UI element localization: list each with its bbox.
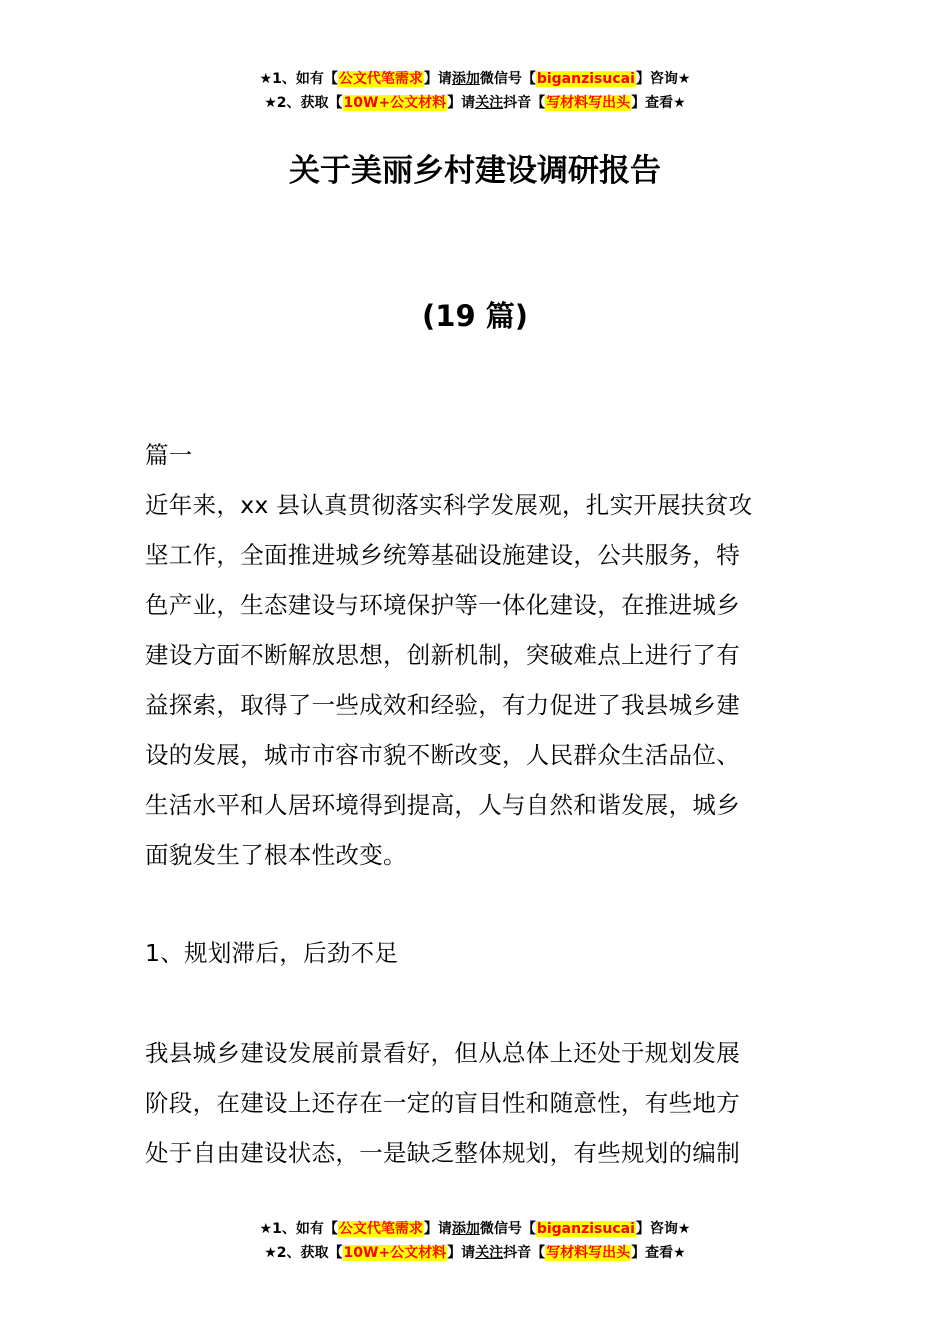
paragraph-line: 设的发展，城市市容市貌不断改变，人民群众生活品位、 [145, 741, 740, 769]
paragraph-line: 益探索，取得了一些成效和经验，有力促进了我县城乡建 [145, 691, 740, 719]
promo-text: ★1、如有【 [259, 1221, 338, 1237]
promo-highlight: 公文代笔需求 [338, 71, 423, 87]
promo-line-1 [0, 1217, 950, 1241]
promo-text: 】咨询★ [635, 1221, 691, 1237]
promo-highlight: 公文代笔需求 [338, 1221, 423, 1237]
paragraph-line: 生活水平和人居环境得到提高，人与自然和谐发展，城乡 [145, 791, 740, 819]
promo-text: 微信号【 [479, 1221, 536, 1237]
paragraph-line: 建设方面不断解放思想，创新机制，突破难点上进行了有 [145, 641, 740, 669]
promo-text: 】查看★ [631, 1245, 686, 1261]
promo-highlight: 10W+公文材料 [343, 95, 447, 111]
paragraph-line: 色产业，生态建设与环境保护等一体化建设，在推进城乡 [145, 591, 740, 619]
section-label: 篇一 [145, 441, 193, 469]
promo-underlined: 关注 [475, 1245, 504, 1261]
promo-text: ★1、如有【 [259, 71, 338, 87]
promo-footer-bottom [0, 1217, 950, 1265]
promo-header-top [0, 67, 950, 115]
paragraph-1 [145, 480, 810, 880]
promo-text: ★2、获取【 [264, 95, 343, 111]
promo-text: 】请 [447, 1245, 476, 1261]
heading-1-wrap [145, 928, 810, 978]
paragraph-line: 阶段，在建设上还存在一定的盲目性和随意性，有些地方 [145, 1089, 740, 1117]
promo-line-1 [0, 67, 950, 91]
promo-line-2 [0, 91, 950, 115]
promo-douyin-id: 写材料写出头 [546, 1245, 631, 1261]
promo-underlined: 添加 [451, 1221, 480, 1237]
paragraph-line: 坚工作，全面推进城乡统筹基础设施建设，公共服务，特 [145, 541, 740, 569]
paragraph-line: 我县城乡建设发展前景看好，但从总体上还处于规划发展 [145, 1039, 740, 1067]
promo-wechat-id: biganzisucai [536, 1221, 635, 1237]
promo-wechat-id: biganzisucai [536, 71, 635, 87]
promo-underlined: 关注 [475, 95, 504, 111]
promo-line-2 [0, 1241, 950, 1265]
promo-text: 】咨询★ [635, 71, 691, 87]
promo-highlight: 10W+公文材料 [343, 1245, 447, 1261]
promo-text: 】请 [423, 71, 452, 87]
paragraph-line: 近年来，xx 县认真贯彻落实科学发展观，扎实开展扶贫攻 [145, 491, 753, 519]
promo-text: 微信号【 [479, 71, 536, 87]
document-title: 关于美丽乡村建设调研报告 [289, 153, 661, 189]
promo-text: 】请 [447, 95, 476, 111]
promo-text: ★2、获取【 [264, 1245, 343, 1261]
document-subtitle: (19 篇) [422, 299, 528, 333]
paragraph-line: 面貌发生了根本性改变。 [145, 841, 407, 869]
promo-text: 抖音【 [503, 95, 546, 111]
promo-text: 】请 [423, 1221, 452, 1237]
promo-text: 抖音【 [503, 1245, 546, 1261]
promo-text: 】查看★ [631, 95, 686, 111]
paragraph-2 [145, 1028, 810, 1178]
section-heading: 1、规划滞后，后劲不足 [145, 939, 399, 967]
promo-douyin-id: 写材料写出头 [546, 95, 631, 111]
promo-underlined: 添加 [451, 71, 480, 87]
paragraph-line: 处于自由建设状态，一是缺乏整体规划，有些规划的编制 [145, 1139, 740, 1167]
section-label-wrap [145, 430, 810, 480]
